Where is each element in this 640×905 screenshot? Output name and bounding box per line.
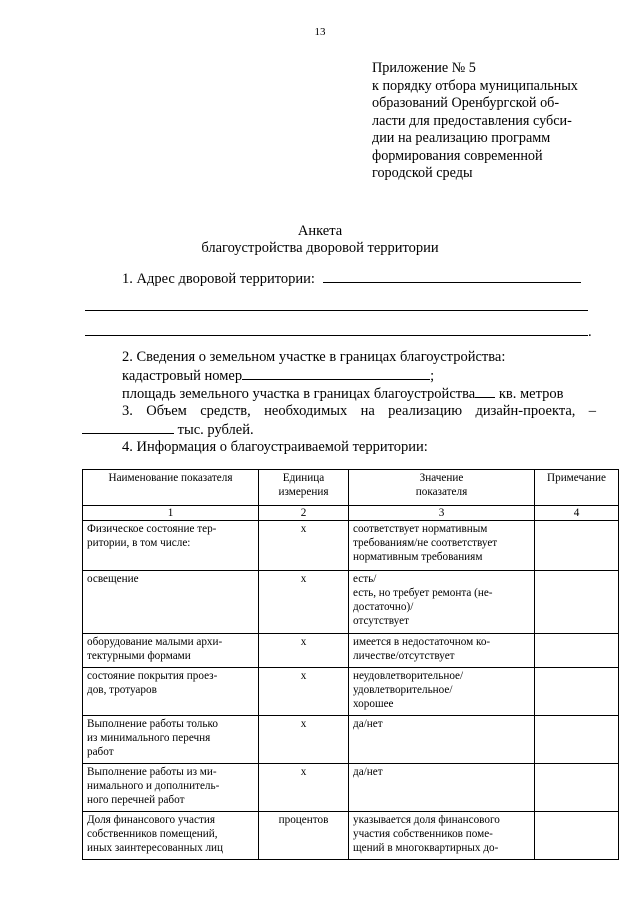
row-note[interactable] — [535, 634, 619, 668]
appendix-line: формирования современной — [372, 147, 543, 164]
appendix-line: ласти для предоставления субси- — [372, 112, 572, 129]
row-value: соответствует нормативным требованиям/не соответствует нормативным требованиям — [349, 521, 535, 571]
section3-word: необходимых — [264, 403, 348, 419]
cadastral-number-field[interactable] — [242, 366, 430, 380]
column-number: 1 — [83, 506, 259, 521]
cadastral-row — [122, 366, 434, 385]
row-note[interactable] — [535, 716, 619, 764]
row-value: да/нет — [349, 716, 535, 764]
territory-info-table — [82, 469, 619, 860]
area-label: площадь земельного участка в границах благоустройства — [122, 386, 476, 402]
section3-word: реализацию — [388, 403, 463, 419]
row-indicator-name: Выполнение работы только из минимального перечня работ — [83, 716, 259, 764]
row-unit: х — [259, 521, 349, 571]
section1-row — [122, 269, 581, 288]
address-end-mark: . — [588, 324, 592, 340]
row-value: неудовлетворительное/ удовлетворительное/ хорошее — [349, 668, 535, 716]
header-unit: Единица измерения — [259, 470, 349, 506]
address-field-line-2[interactable] — [85, 310, 588, 311]
appendix-block — [372, 60, 612, 183]
address-field[interactable] — [323, 269, 581, 283]
row-note[interactable] — [535, 668, 619, 716]
row-indicator-name: оборудование малыми архи- тектурными формами — [83, 634, 259, 668]
appendix-line: к порядку отбора муниципальных — [372, 77, 578, 94]
table-row — [83, 634, 619, 668]
section3-word: на — [360, 403, 375, 419]
row-note[interactable] — [535, 571, 619, 634]
column-number: 2 — [259, 506, 349, 521]
row-value: имеется в недостаточном ко- личестве/отсутствует — [349, 634, 535, 668]
column-number: 4 — [535, 506, 619, 521]
row-indicator-name: освещение — [83, 571, 259, 634]
appendix-line: образований Оренбургской об- — [372, 95, 560, 111]
appendix-line: городской среды — [372, 165, 473, 181]
column-number: 3 — [349, 506, 535, 521]
area-field[interactable] — [475, 384, 495, 398]
row-indicator-name: Доля финансового участия собственников помещений, иных заинтересованных лиц — [83, 812, 259, 860]
row-indicator-name: Физическое состояние тер- ритории, в том числе: — [83, 521, 259, 571]
section2-heading: 2. Сведения о земельном участке в границах благоустройства: — [122, 349, 506, 365]
cadastral-end: ; — [430, 368, 435, 384]
table-header-row — [83, 470, 619, 506]
form-title: Анкета — [297, 223, 343, 239]
table-row — [83, 716, 619, 764]
section3-word: – — [588, 403, 597, 419]
section3-word: Объем — [146, 403, 187, 419]
page-number: 13 — [314, 26, 326, 38]
table-row — [83, 812, 619, 860]
row-indicator-name: состояние покрытия проез- дов, тротуаров — [83, 668, 259, 716]
table-row — [83, 521, 619, 571]
section3-line — [122, 402, 596, 420]
row-value: есть/ есть, но требует ремонта (не- достаточно)/ отсутствует — [349, 571, 535, 634]
row-unit: процентов — [259, 812, 349, 860]
funds-unit: тыс. рублей. — [177, 422, 254, 438]
address-label: 1. Адрес дворовой территории: — [122, 271, 315, 287]
funds-row — [82, 420, 254, 439]
row-note[interactable] — [535, 764, 619, 812]
cadastral-label: кадастровый номер — [122, 368, 243, 384]
area-row — [122, 384, 563, 403]
table-row — [83, 668, 619, 716]
row-value: да/нет — [349, 764, 535, 812]
section3-word: средств, — [200, 403, 251, 419]
table-number-row — [83, 506, 619, 521]
address-field-line-3[interactable] — [85, 335, 588, 336]
row-unit: х — [259, 668, 349, 716]
header-value: Значение показателя — [349, 470, 535, 506]
row-unit: х — [259, 764, 349, 812]
appendix-line: дии на реализацию программ — [372, 130, 551, 146]
row-indicator-name: Выполнение работы из ми- нимального и дополнитель- ного перечней работ — [83, 764, 259, 812]
table-row — [83, 764, 619, 812]
header-note: Примечание — [535, 470, 619, 506]
row-unit: х — [259, 634, 349, 668]
section3-word: дизайн-проекта, — [475, 403, 576, 419]
header-indicator-name: Наименование показателя — [83, 470, 259, 506]
funds-field[interactable] — [82, 420, 174, 434]
area-unit: кв. метров — [498, 386, 564, 402]
row-note[interactable] — [535, 521, 619, 571]
form-subtitle: благоустройства дворовой территории — [201, 240, 439, 256]
row-note[interactable] — [535, 812, 619, 860]
row-unit: х — [259, 571, 349, 634]
row-unit: х — [259, 716, 349, 764]
section3-word: 3. — [122, 403, 133, 419]
table-row — [83, 571, 619, 634]
row-value: указывается доля финансового участия собственников поме- щений в многоквартирных до- — [349, 812, 535, 860]
appendix-line: Приложение № 5 — [372, 60, 476, 76]
section4-heading: 4. Информация о благоустраиваемой территории: — [122, 439, 428, 455]
